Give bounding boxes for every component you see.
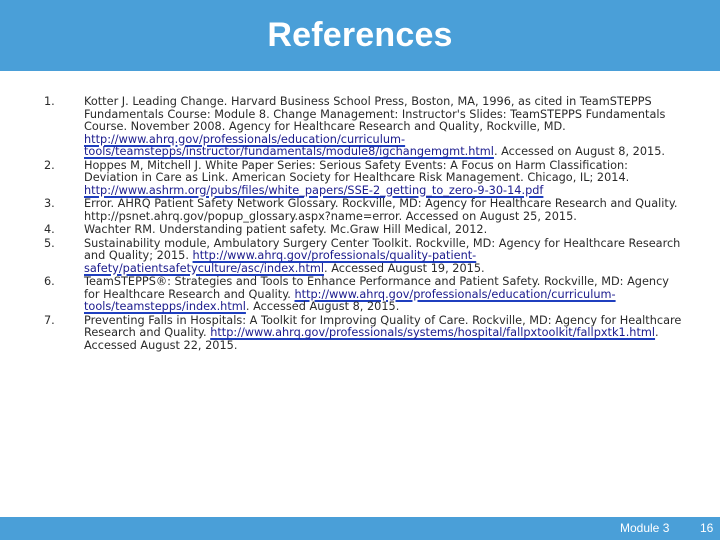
module-label: Module 3 xyxy=(620,521,670,535)
reference-access-note: . Accessed August 19, 2015. xyxy=(324,261,485,275)
reference-access-note: . Accessed August 22, 2015. xyxy=(84,326,659,352)
reference-link[interactable]: http://www.ahrq.gov/professionals/systems/hospital/fallpxtoolkit/fallpxtk1.html xyxy=(210,326,656,339)
reference-body xyxy=(84,238,684,276)
reference-text: Error. AHRQ Patient Safety Network Glossary. Rockville, MD: Agency for Healthcare Research and Quality. http://psnet.ahrq.gov/popup_glossary.aspx?name=error. Accessed on August 25, 2015. xyxy=(84,197,678,223)
reference-link[interactable]: http://www.ahrq.gov/professionals/education/curriculum-tools/teamstepps/index.html xyxy=(84,287,616,313)
reference-item xyxy=(44,198,684,223)
reference-link[interactable]: http://www.ashrm.org/pubs/files/white_papers/SSE-2_getting_to_zero-9-30-14.pdf xyxy=(84,183,544,197)
reference-text: Hoppes M, Mitchell J. White Paper Series: Serious Safety Events: A Focus on Harm Classification: Deviation in Care as Link. American Society for Healthcare Risk Management. Chicago, IL; 2014. xyxy=(84,158,630,184)
reference-body xyxy=(84,315,684,353)
reference-access-note: . Accessed on August 8, 2015. xyxy=(493,145,666,158)
reference-access-note: . Accessed August 8, 2015. xyxy=(245,300,400,313)
reference-body xyxy=(84,96,684,159)
reference-number: 4. xyxy=(44,223,55,236)
reference-item xyxy=(44,160,684,198)
reference-list xyxy=(44,96,684,353)
reference-number: 7. xyxy=(44,313,55,327)
reference-body xyxy=(84,224,684,237)
reference-number: 2. xyxy=(44,158,55,172)
footer-bar xyxy=(0,517,720,540)
reference-text: TeamSTEPPS®: Strategies and Tools to Enhance Performance and Patient Safety. Rockville, MD: Agency for Healthcare Research and Quality. xyxy=(84,275,669,301)
reference-item xyxy=(44,224,684,237)
reference-number: 3. xyxy=(44,197,55,210)
page-number: 16 xyxy=(700,521,714,535)
reference-text: Wachter RM. Understanding patient safety. Mc.Graw Hill Medical, 2012. xyxy=(84,223,488,236)
reference-item xyxy=(44,276,684,314)
reference-link[interactable]: http://www.ahrq.gov/professionals/quality-patient-safety/patientsafetyculture/asc/index.html xyxy=(84,249,477,275)
page-title: References xyxy=(267,16,453,54)
title-bar xyxy=(0,0,720,71)
reference-text: Sustainability module, Ambulatory Surgery Center Toolkit. Rockville, MD: Agency for Healthcare Research and Quality; 2015. xyxy=(84,236,681,262)
reference-number: 1. xyxy=(44,95,55,108)
reference-item xyxy=(44,96,684,159)
reference-item xyxy=(44,238,684,276)
reference-text: Kotter J. Leading Change. Harvard Business School Press, Boston, MA, 1996, as cited in TeamSTEPPS Fundamentals Course: Module 8. Change Management: Instructor's Slides: TeamSTEPPS Fundamentals Course. November 2008. Agency for Healthcare Research and Quality, Rockville, MD. xyxy=(84,95,666,133)
reference-body xyxy=(84,276,684,314)
reference-body xyxy=(84,198,684,223)
reference-number: 5. xyxy=(44,236,55,250)
reference-item xyxy=(44,315,684,353)
reference-link[interactable]: http://www.ahrq.gov/professionals/education/curriculum-tools/teamstepps/instructor/fundamentals/module8/igchangemgmt.html xyxy=(84,132,494,158)
reference-body xyxy=(84,160,684,198)
reference-text: Preventing Falls in Hospitals: A Toolkit for Improving Quality of Care. Rockville, MD: Agency for Healthcare Research and Quality. xyxy=(84,313,682,339)
reference-number: 6. xyxy=(44,275,55,288)
